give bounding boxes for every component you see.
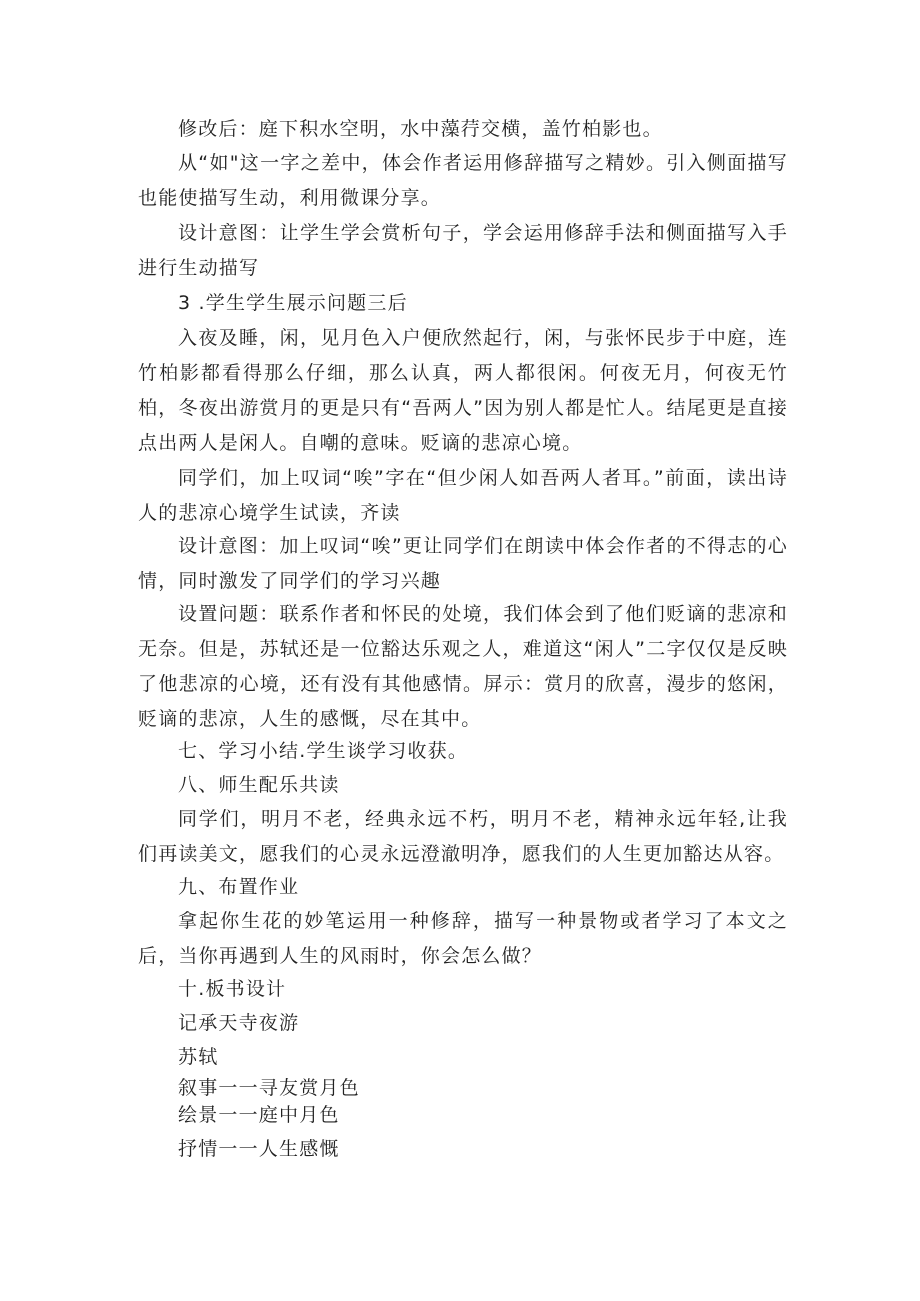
heading-section-eight: 八、师生配乐共读 [178, 774, 340, 796]
paragraph-reading-exercise: 同学们，加上叹词“唉”字在“但少闲人如吾两人者耳。”前面，读出诗人的悲凉心境学生试读，齐读 [138, 467, 788, 524]
paragraph-question-setup: 设置问题：联系作者和怀民的处境，我们体会到了他们贬谪的悲凉和无奈。但是，苏轼还是一位豁达乐观之人，难道这“闲人”二字仅仅是反映了他悲凉的心境，还有没有其他感情。屏示：赏月的欣喜，漫步的悠闲，贬谪的悲凉，人生的感慨，尽在其中。 [138, 603, 788, 730]
heading-section-nine: 九、布置作业 [178, 876, 300, 898]
paragraph-analysis: 入夜及睡，闲，见月色入户便欣然起行，闲，与张怀民步于中庭，连竹柏影都看得那么仔细，那么认真，两人都很闲。何夜无月，何夜无竹柏，冬夜出游赏月的更是只有“吾两人”因为别人都是忙人。结尾更是直接点出两人是闲人。自嘲的意味。贬谪的悲凉心境。 [138, 327, 788, 454]
heading-section-seven: 七、学习小结.学生谈学习收获。 [178, 740, 469, 762]
paragraph-design-intent-1: 设计意图：让学生学会赏析句子，学会运用修辞手法和侧面描写入手进行生动描写 [138, 222, 788, 279]
paragraph-homework: 拿起你生花的妙笔运用一种修辞，描写一种景物或者学习了本文之后，当你再遇到人生的风雨时，你会怎么做？ [138, 910, 788, 967]
board-author: 苏轼 [178, 1046, 219, 1068]
board-item-scenery: 绘景一一庭中月色 [178, 1104, 340, 1126]
heading-section-ten: 十.板书设计 [178, 978, 287, 1000]
board-item-narration: 叙事一一寻友赏月色 [178, 1077, 360, 1099]
paragraph-revised-sentence: 修改后：庭下积水空明，水中藻荇交横，盖竹柏影也。 [178, 118, 663, 140]
board-title: 记承天寺夜游 [178, 1012, 300, 1034]
paragraph-word-difference: 从“如"这一字之差中，体会作者运用修辞描写之精妙。引入侧面描写也能使描写生动，利用微课分享。 [138, 152, 788, 209]
paragraph-design-intent-2: 设计意图：加上叹词“唉”更让同学们在朗读中体会作者的不得志的心情，同时激发了同学们的学习兴趣 [138, 535, 788, 592]
board-item-emotion: 抒情一一人生感慨 [178, 1138, 340, 1160]
heading-question-three: 3 .学生学生展示问题三后 [178, 292, 408, 314]
paragraph-shared-reading: 同学们，明月不老，经典永远不朽，明月不老，精神永远年轻,让我们再读美文，愿我们的心灵永远澄澈明净，愿我们的人生更加豁达从容。 [138, 808, 788, 865]
